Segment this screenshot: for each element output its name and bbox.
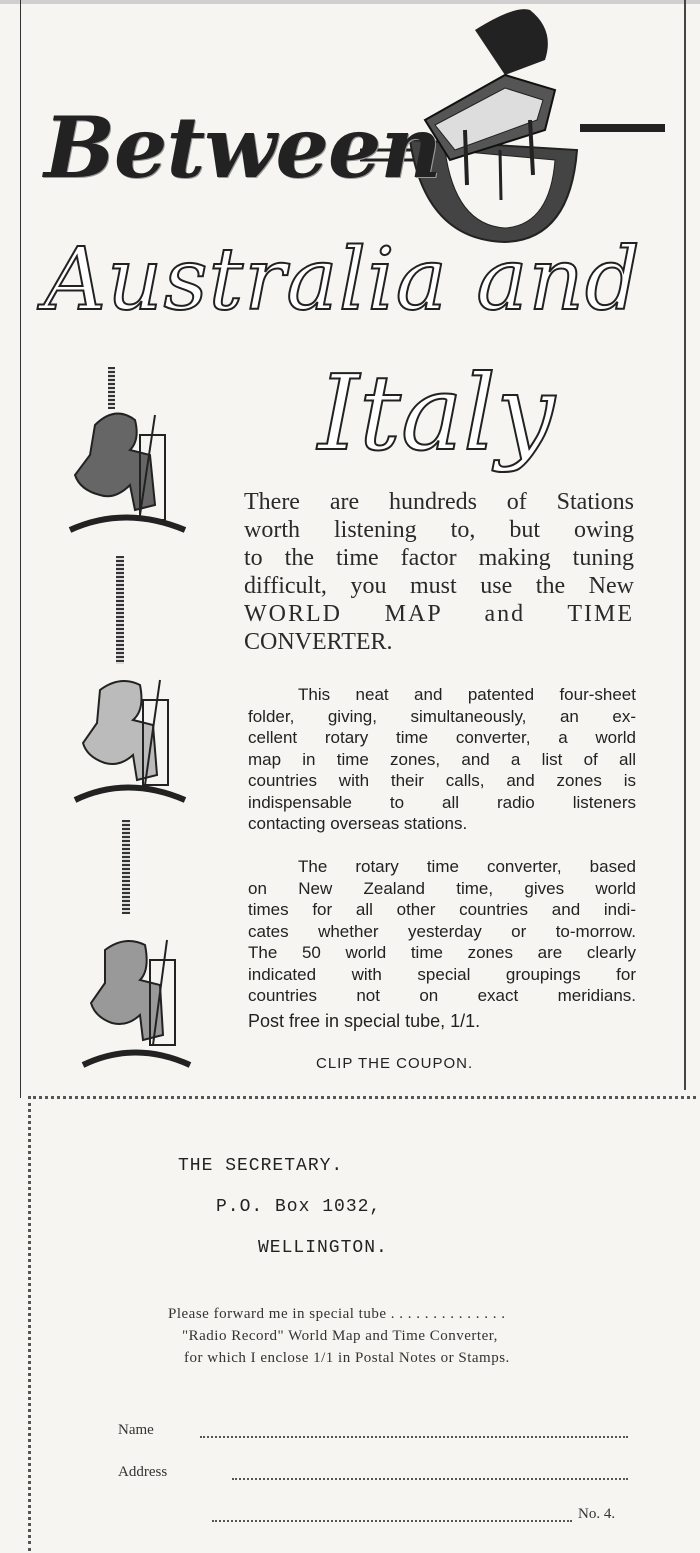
- coupon-addressee: THE SECRETARY.: [178, 1156, 344, 1176]
- right-border: [684, 0, 686, 1090]
- vertical-bar-ornament: [122, 820, 130, 914]
- address-field-line-2[interactable]: [212, 1520, 572, 1522]
- violinist-illustration: [60, 405, 190, 535]
- violinist-illustration: [75, 935, 195, 1070]
- name-field[interactable]: [200, 1436, 628, 1438]
- coupon-left-border: [28, 1096, 31, 1551]
- para-line: countries not on exact meridians.: [248, 986, 636, 1005]
- title-between: Between: [44, 98, 441, 197]
- para-line: on New Zealand time, gives world: [248, 878, 636, 898]
- lead-line: WORLD MAP and TIME: [244, 601, 634, 627]
- lead-line: difficult, you must use the New: [244, 573, 634, 599]
- vertical-bar-ornament: [108, 367, 115, 409]
- para-line: This neat and patented four-sheet: [298, 685, 636, 704]
- coupon-request-line-2: "Radio Record" World Map and Time Converter,: [182, 1328, 498, 1344]
- para-line: map in time zones, and a list of all: [248, 749, 636, 769]
- description-paragraph-1: [248, 684, 636, 835]
- address-label: Address: [118, 1464, 168, 1480]
- vertical-bar-ornament: [116, 556, 124, 664]
- coupon-number: No. 4.: [578, 1506, 616, 1522]
- lead-paragraph: [244, 488, 634, 656]
- para-line: contacting overseas stations.: [248, 814, 468, 833]
- lead-line: There are hundreds of Stations: [244, 489, 634, 515]
- para-line: folder, giving, simultaneously, an ex-: [248, 706, 636, 726]
- coupon-city: WELLINGTON.: [258, 1238, 388, 1258]
- left-border: [20, 0, 21, 1098]
- lead-line: to the time factor making tuning: [244, 545, 634, 571]
- para-line: The 50 world time zones are clearly: [248, 943, 636, 962]
- para-line: indicated with special groupings for: [248, 964, 636, 984]
- para-line: countries with their calls, and zones is: [248, 771, 636, 790]
- post-free-line: Post free in special tube, 1/1.: [248, 1010, 481, 1031]
- para-line: times for all other countries and indi-: [248, 900, 636, 919]
- violinist-illustration: [65, 675, 190, 805]
- address-field[interactable]: [232, 1478, 628, 1480]
- para-line: The rotary time converter, based: [298, 857, 636, 876]
- coupon-request-line-3: for which I enclose 1/1 in Postal Notes or Stamps.: [184, 1350, 510, 1366]
- lead-line: worth listening to, but owing: [244, 517, 634, 543]
- para-line: indispensable to all radio listeners: [248, 792, 636, 812]
- coupon-request-line-1: Please forward me in special tube . . . . . . . . . . . . . .: [168, 1306, 506, 1322]
- name-label: Name: [118, 1422, 154, 1438]
- clip-coupon-label: CLIP THE COUPON.: [316, 1055, 474, 1072]
- description-paragraph-2: [248, 856, 636, 1032]
- coupon-top-border: [28, 1096, 696, 1099]
- lead-line: CONVERTER.: [244, 629, 393, 655]
- title-italy: Italy: [318, 352, 555, 474]
- para-line: cellent rotary time converter, a world: [248, 728, 636, 747]
- coupon-po-box: P.O. Box 1032,: [216, 1197, 382, 1217]
- title-australia-and: Australia and: [44, 230, 641, 330]
- para-line: cates whether yesterday or to-morrow.: [248, 921, 636, 941]
